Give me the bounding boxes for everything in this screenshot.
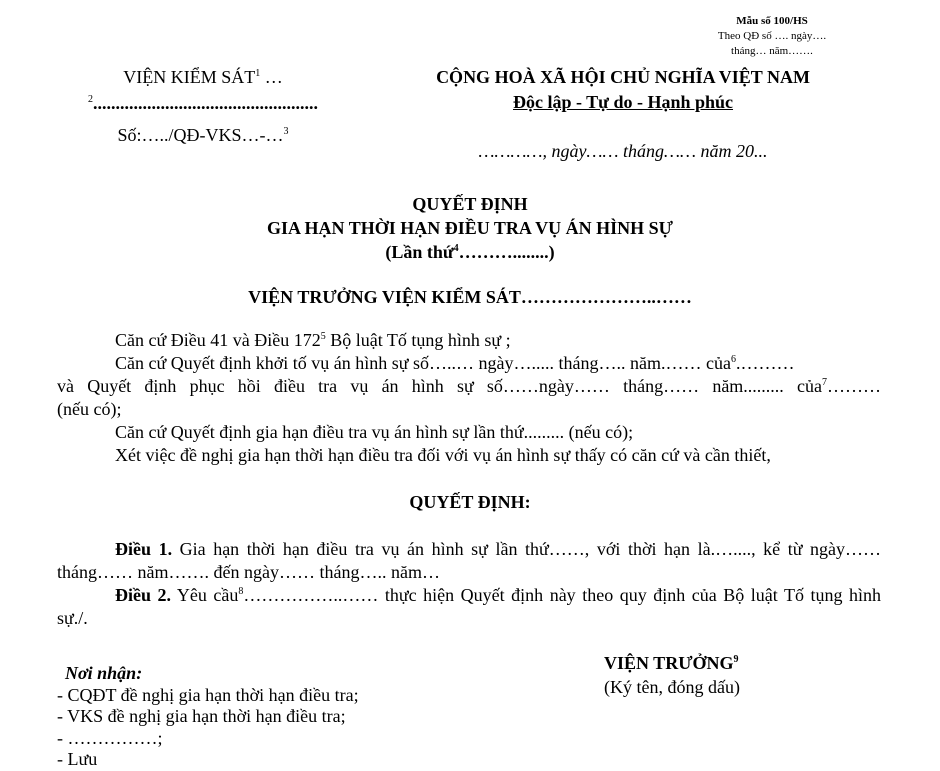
- agency-header: [58, 64, 348, 148]
- date-line: …………, ngày…… tháng…… năm 20...: [478, 141, 768, 161]
- document-number: Số:…../QĐ-VKS…-…$^3$: [117, 125, 289, 145]
- decision-title-line2: GIA HẠN THỜI HẠN ĐIỀU TRA VỤ ÁN HÌNH SỰ: [267, 218, 673, 238]
- form-code-number: Mẫu số 100/HS: [736, 15, 808, 27]
- form-code-reference: Theo QĐ số …. ngày….: [717, 30, 827, 42]
- authority-line: VIỆN TRƯỞNG VIỆN KIỂM SÁT…………………..……: [248, 287, 692, 307]
- recipient-item: - CQĐT đề nghị gia hạn thời hạn điều tra;: [57, 684, 359, 705]
- nation-header: [388, 64, 858, 163]
- nation-motto: Độc lập - Tự do - Hạnh phúc: [512, 92, 734, 112]
- recipients: [57, 663, 359, 771]
- signature-block: [604, 651, 740, 699]
- basis-4: Căn cứ Quyết định gia hạn điều tra vụ án hình sự lần thứ......... (nếu có);: [115, 422, 634, 442]
- decision-title: [0, 192, 940, 264]
- decide-heading: QUYẾT ĐỊNH:: [409, 492, 531, 512]
- basis-3-tail: (nếu có);: [57, 399, 122, 419]
- recipient-item: - VKS đề nghị gia hạn thời hạn điều tra;: [57, 706, 346, 726]
- decision-title-line1: QUYẾT ĐỊNH: [412, 194, 528, 214]
- agency-name: VIỆN KIỂM SÁT$^1$ …: [123, 67, 283, 87]
- form-code: [692, 14, 852, 59]
- signature-note: (Ký tên, đóng dấu): [604, 677, 740, 697]
- legal-bases: [57, 329, 881, 467]
- basis-1: Căn cứ Điều 41 và Điều $172^5$ Bộ luật Tố tụng hình sự ;: [115, 330, 511, 350]
- decision-title-line3: (Lần thứ$^4$………........): [385, 242, 555, 262]
- signature-title: VIỆN TRƯỞNG$^9$: [604, 653, 739, 673]
- recipient-item: - Lưu: [57, 749, 98, 769]
- article-2: Điều 2. Yêu cầu$^8$……………..…… thực hiện Quyết định này theo quy định của Bộ luật Tố tụng hình sự./.: [57, 585, 881, 628]
- recipient-item: - ……………;: [57, 727, 163, 748]
- basis-5: Xét việc đề nghị gia hạn thời hạn điều tra đối với vụ án hình sự thấy có căn cứ và cần thiết,: [115, 445, 771, 465]
- nation-title: CỘNG HOÀ XÃ HỘI CHỦ NGHĨA VIỆT NAM: [436, 67, 810, 87]
- recipients-heading: Nơi nhận:: [65, 663, 143, 683]
- basis-2: Căn cứ Quyết định khởi tố vụ án hình sự số…..… ngày…..... tháng….. năm.…… của$^6$.………: [115, 353, 795, 373]
- article-1: Điều 1. Gia hạn thời hạn điều tra vụ án hình sự lần thứ……, với thời hạn là.…...., kể từ ngày…… tháng…… năm……. đến ngày…… tháng….. năm…: [57, 539, 882, 582]
- agency-subunit: $^2$..................................................: [88, 93, 318, 113]
- articles: [57, 538, 881, 630]
- form-code-date: tháng… năm…….: [731, 45, 813, 57]
- basis-3: và Quyết định phục hồi điều tra vụ án hình sự số……ngày…… tháng…… năm......... của$^7$………: [57, 376, 881, 396]
